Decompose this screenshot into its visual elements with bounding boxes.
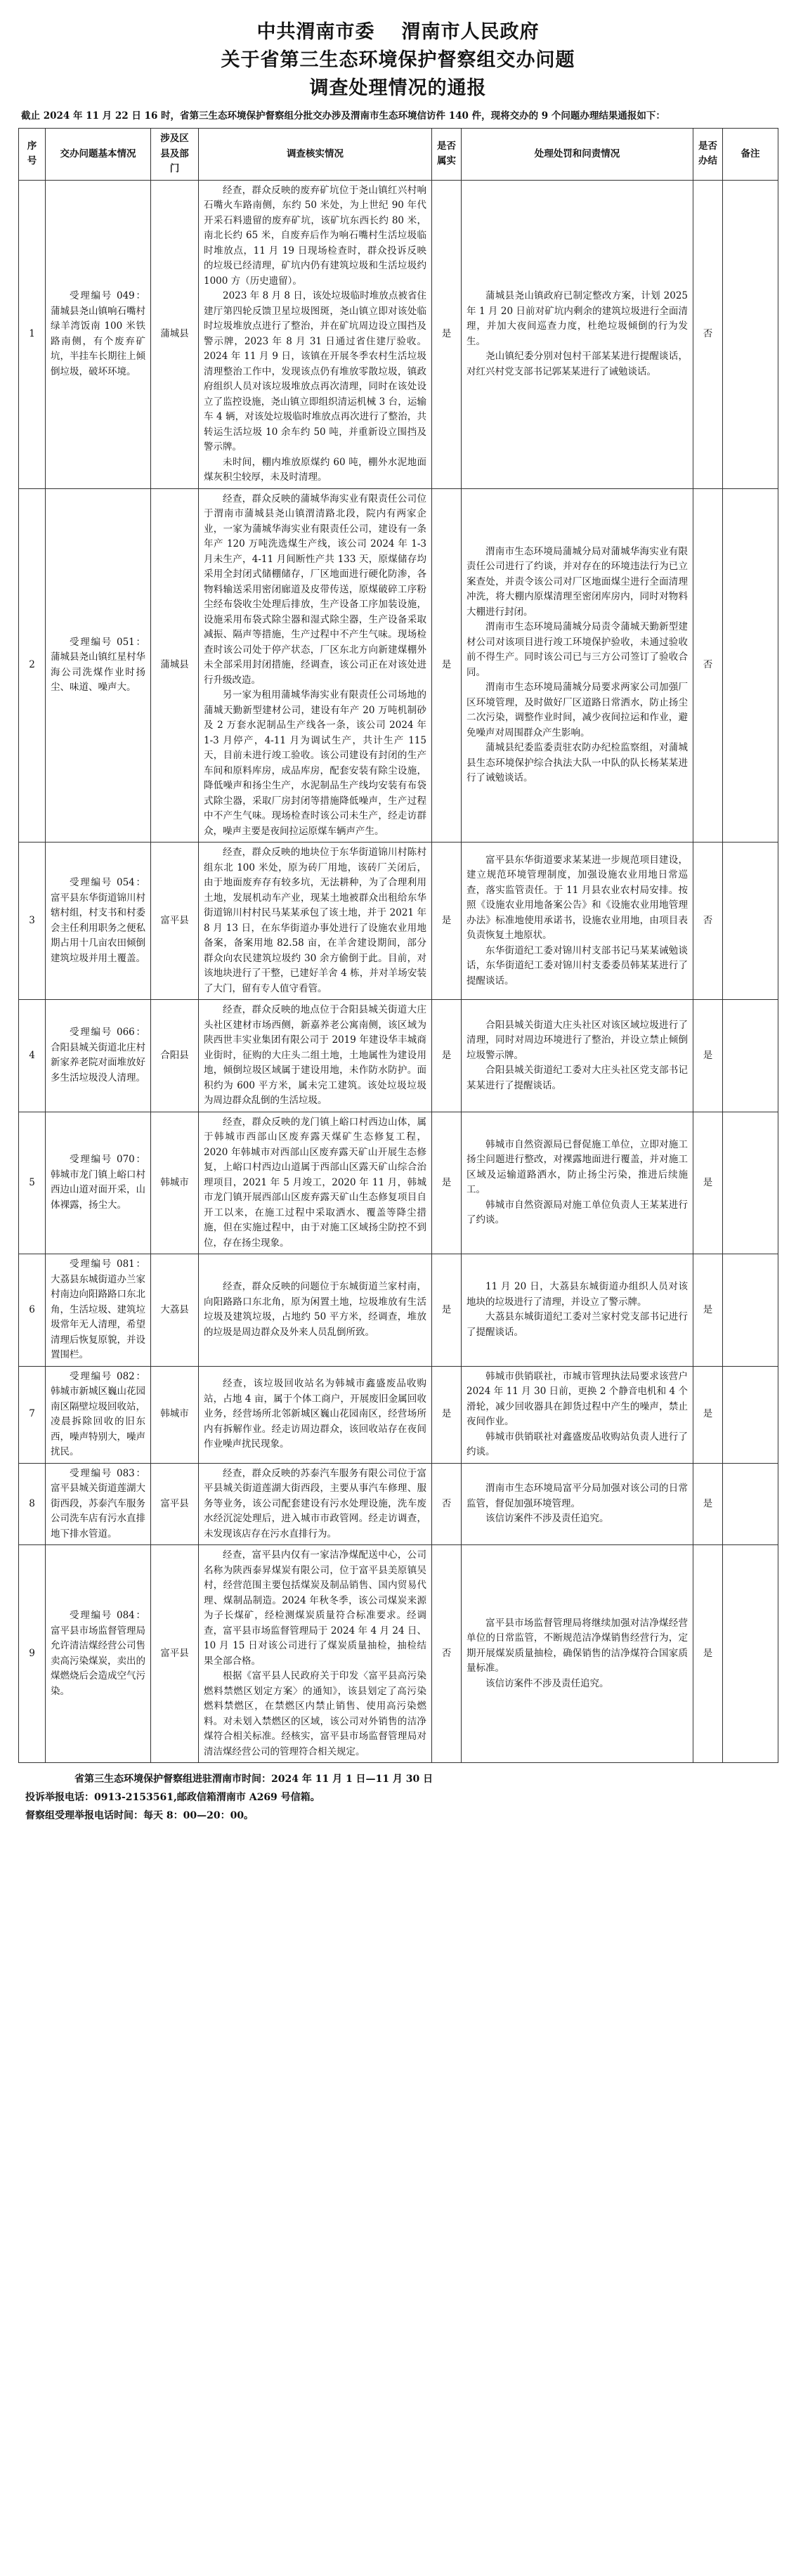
cell-findings-paragraph: 经查，群众反映的问题位于东城街道兰家村南，向阳路路口东北角，原为闲置土地，垃圾堆放有生活垃圾及建筑垃圾，占地约 50 平方米，经调查，堆放的垃圾是周边群众及外来人员乱倒所致。 xyxy=(204,1281,426,1338)
cell-actions-paragraph: 富平县东华街道要求某某进一步规范项目建设，建立规范环境管理制度，加强设施农业用地日常巡查，落实监管责任。于 11 月县农业农村局安排。按照《设施农业用地备案公告》和《设施农业用地管理办法》标准地使用承诺书，设施农业用地，由项目表负责恢复土地原状。 xyxy=(466,854,688,942)
header-note: 备注 xyxy=(723,129,778,181)
cell-findings-paragraph: 经查，群众反映的蒲城华海实业有限责任公司位于渭南市蒲城县尧山镇渭清路北段，院内有两家企业，一家为蒲城华海实业有限责任公司，建设有一条年产 120 万吨洗选煤生产线，该公司 2024 年 1-3 月未生产，4-11 月间断性产共 133 天，原煤储存均采用全封闭式储棚储存，厂区地面进行硬化防渗，各物料输送采用密闭廊道及皮带传送，原煤破碎工序粉尘经布袋收尘处理后排放，生产设备工序加装设施，设施采用布袋式除尘器和湿式除尘器，生产设备采取减振、隔声等措施，生产过程中不产生气味。现场检查时该公司处于停产状态，厂区东北方向新建煤棚外未全部采用封闭措施，经调查，该公司正在对该处进行升级改造。 xyxy=(204,493,426,686)
header-valid: 是否属实 xyxy=(432,129,462,181)
cell-no: 1 xyxy=(19,180,46,488)
cell-note xyxy=(723,1112,778,1254)
cell-actions xyxy=(462,843,693,1000)
table-body xyxy=(19,180,778,1763)
cell-done: 否 xyxy=(693,488,723,843)
table-row xyxy=(19,1112,778,1254)
cell-done: 是 xyxy=(693,1112,723,1254)
cell-note xyxy=(723,843,778,1000)
cell-findings xyxy=(199,843,432,1000)
cell-issue xyxy=(46,1463,151,1545)
cell-issue xyxy=(46,180,151,488)
cell-done: 是 xyxy=(693,1254,723,1367)
cell-issue-text: 受理编号 049：蒲城县尧山镇响石嘴村绿羊湾饭南 100 米铁路南侧，有个废弃矿坑，半挂车长期往上倾倒垃圾，破坏环境。 xyxy=(51,290,145,377)
cell-actions-paragraph: 大荔县东城街道纪工委对兰家村党支部书记进行了提醒谈话。 xyxy=(466,1311,688,1338)
header-no: 序号 xyxy=(19,129,46,181)
cell-findings xyxy=(199,1366,432,1463)
cell-no: 6 xyxy=(19,1254,46,1367)
cell-valid: 是 xyxy=(432,843,462,1000)
table-row xyxy=(19,1254,778,1367)
cell-findings-paragraph: 经查，群众反映的苏泰汽车服务有限公司位于富平县城关街道莲湖大街西段，主要从事汽车修理、服务等业务，该公司配套建设有污水处理设施，洗车废水经沉淀处理后，进入城市市政管网。经走访调查，未发现该店存在污水直排行为。 xyxy=(204,1467,426,1540)
cell-findings-paragraph: 经查，群众反映的地块位于东华街道锦川村陈村组东北 100 米处，原为砖厂用地，该砖厂关闭后，由于地面废弃存有较多坑，无法耕种，为了合理利用土地，发展机动车产业，现某土地被群众出租给东华街道锦川村村民马某某承包了该土地，并于 2021 年 8 月 13 日，在东华街道办事处进行了设施农业用地备案，备案用地 82.58 亩，在羊舍建设期间，部分群众向农民建筑垃圾约 30 余方偷倒于此。目前，对该地块进行了干整，已建好羊舍 4 栋，并对羊场安装了大门，留有专人值守看管。 xyxy=(204,847,426,994)
cell-issue xyxy=(46,843,151,1000)
cell-note xyxy=(723,1545,778,1763)
cell-actions xyxy=(462,488,693,843)
header-dept: 涉及区县及部门 xyxy=(151,129,199,181)
cell-note xyxy=(723,1463,778,1545)
cell-actions-paragraph: 渭南市生态环境局蒲城分局要求两家公司加强厂区环境管理，及时做好厂区道路日常洒水，防止扬尘二次污染，调整作业时间，减少夜间拉运和作业，避免噪声对周围群众产生影响。 xyxy=(466,682,688,739)
cell-dept: 富平县 xyxy=(151,1545,199,1763)
cell-actions xyxy=(462,1000,693,1112)
cell-findings xyxy=(199,1254,432,1367)
cell-findings xyxy=(199,1112,432,1254)
cell-valid: 是 xyxy=(432,1000,462,1112)
cell-actions-paragraph: 韩城市供销联社对鑫盛废品收购站负责人进行了约谈。 xyxy=(466,1431,688,1457)
table-row xyxy=(19,1000,778,1112)
cell-no: 2 xyxy=(19,488,46,843)
cell-actions-paragraph: 渭南市生态环境局蒲城分局责令蒲城天勤新型建材公司对该项目进行竣工环境保护验收，未通过验收前不得生产。同时该公司已与三方公司签订了验收合同。 xyxy=(466,621,688,678)
cell-dept: 韩城市 xyxy=(151,1366,199,1463)
footer-hotline-hours: 督察组受理举报电话时间：每天 8：00—20：00。 xyxy=(25,1810,254,1821)
cell-actions xyxy=(462,1463,693,1545)
cell-actions-paragraph: 韩城市自然资源局已督促施工单位，立即对施工扬尘问题进行整改，对裸露地面进行覆盖，并对施工区域及运输道路洒水，防止扬尘污染，推进后续施工。 xyxy=(466,1138,688,1196)
cell-no: 8 xyxy=(19,1463,46,1545)
cell-actions xyxy=(462,1545,693,1763)
document-title-line1 xyxy=(18,18,778,46)
cell-issue-text: 受理编号 081：大荔县东城街道办兰家村南边向阳路路口东北角，生活垃圾、建筑垃圾常年无人清理，希望清理后恢复原貌，并设置围栏。 xyxy=(51,1258,145,1360)
cell-issue xyxy=(46,1366,151,1463)
table-header-row xyxy=(19,129,778,181)
table-row xyxy=(19,843,778,1000)
table-row xyxy=(19,1463,778,1545)
cell-valid: 是 xyxy=(432,180,462,488)
cell-issue xyxy=(46,1545,151,1763)
table-row xyxy=(19,1366,778,1463)
cell-findings-paragraph: 2023 年 8 月 8 日，该处垃圾临时堆放点被省住建厅第四轮反馈卫星垃圾图斑，尧山镇立即对该处临时垃圾堆放点进行了整治，并在矿坑周边设立围挡及警示牌，2023 年 8 月 31 日通过省住建厅验收。2024 年 11 月 9 日，该镇在开展冬季农村生活垃圾清理整治工作中，发现该点仍有堆放零散垃圾，镇政府组织人员对该垃圾堆放点再次清理，同时在该处设立了监控设施，尧山镇立即组织清运机械 3 台，运输车 4 辆，对该处垃圾临时堆放点再次进行了整治，共转运生活垃圾 10 余车约 50 吨，并重新设立围挡及警示牌。 xyxy=(204,290,426,453)
cell-actions xyxy=(462,180,693,488)
cell-actions-paragraph: 韩城市供销联社，市城市管理执法局要求该营户 2024 年 11 月 30 日前，更换 2 个静音电机和 4 个滑轮，减少回收器具在卸货过程中产生的噪声，禁止夜间作业。 xyxy=(466,1370,688,1427)
cell-issue-text: 受理编号 054：富平县东华街道锦川村辖村组，村支书和村委会主任利用职务之便私期占用十几亩农田倾倒建筑垃圾并用土覆盖。 xyxy=(51,877,145,964)
cell-findings xyxy=(199,1545,432,1763)
cell-findings xyxy=(199,1000,432,1112)
cell-valid: 否 xyxy=(432,1545,462,1763)
cell-actions-paragraph: 富平县市场监督管理局将继续加强对洁净煤经营单位的日常监管，不断规范洁净煤销售经营行为，定期开展煤炭质量抽检，确保销售的洁净煤符合国家质量标准。 xyxy=(466,1617,688,1674)
cell-actions-paragraph: 韩城市自然资源局对施工单位负责人王某某进行了约谈。 xyxy=(466,1199,688,1226)
cell-actions-paragraph: 11 月 20 日，大荔县东城街道办组织人员对该地块的垃圾进行了清理，并设立了警示牌。 xyxy=(466,1281,688,1308)
cell-no: 5 xyxy=(19,1112,46,1254)
cell-actions-paragraph: 蒲城县尧山镇政府已制定整改方案，计划 2025 年 1 月 20 日前对矿坑内剩余的建筑垃圾进行全面清理，并加大夜间巡查力度，杜绝垃圾倾倒的行为发生。 xyxy=(466,290,688,347)
header-actions: 处理处罚和问责情况 xyxy=(462,129,693,181)
cell-issue xyxy=(46,1000,151,1112)
cell-findings-paragraph: 根据《富平县人民政府关于印发〈富平县高污染燃料禁燃区划定方案〉的通知》，该县划定了高污染燃料禁燃区，在禁燃区内禁止销售、使用高污染燃料。对未划入禁燃区的区域，该公司对外销售的洁净煤符合相关标准。经核实，富平县市场监督管理局对清洁煤经营公司的管理符合相关规定。 xyxy=(204,1670,426,1757)
cell-actions-paragraph: 该信访案件不涉及责任追究。 xyxy=(485,1677,609,1689)
document-title-line3: 调查处理情况的通报 xyxy=(309,77,487,99)
title-org-government: 渭南市人民政府 xyxy=(401,21,540,43)
cell-dept: 合阳县 xyxy=(151,1000,199,1112)
cell-actions xyxy=(462,1254,693,1367)
title-org-party: 中共渭南市委 xyxy=(256,21,375,43)
cell-issue-text: 受理编号 082：韩城市新城区巍山花园南区隔壁垃圾回收站，凌晨拆除回收的旧东西，噪声特别大，噪声扰民。 xyxy=(51,1370,145,1457)
cell-findings-paragraph: 经查，群众反映的废弃矿坑位于尧山镇红兴村响石嘴火车路南侧，东约 50 米处，为上世纪 90 年代开采石料遗留的废弃矿坑，该矿坑东西长约 80 米，南北长约 65 米，自废弃后作为响石嘴村生活垃圾临时堆放点，11 月 19 日现场检查时，群众投诉反映的垃圾已经清理，矿坑内仍有建筑垃圾和生活垃圾约 1000 方（历史遗留）。 xyxy=(204,184,426,287)
cell-note xyxy=(723,1000,778,1112)
table-row xyxy=(19,180,778,488)
cell-findings-paragraph: 经查，群众反映的龙门镇上峪口村西边山体，属于韩城市西部山区废弃露天煤矿生态修复工程，2020 年韩城市对西部山区废弃露天矿山开展生态修复，上峪口村西边山道属于西部山区露天矿山综合治理项目，2021 年 5 月竣工，2020 年 11 月，韩城市龙门镇开展西部山区废弃露天矿山生态修复项目自开工以来，在施工过程中采取洒水、覆盖等降尘措施，但在实施过程中，由于对施工区域扬尘防控不到位，存在扬尘现象。 xyxy=(204,1116,426,1249)
cell-note xyxy=(723,1254,778,1367)
cell-issue xyxy=(46,488,151,843)
cell-actions xyxy=(462,1112,693,1254)
cell-valid: 否 xyxy=(432,1463,462,1545)
cell-no: 9 xyxy=(19,1545,46,1763)
cell-done: 是 xyxy=(693,1366,723,1463)
cell-findings-paragraph: 经查，该垃圾回收站名为韩城市鑫盛废品收购站，占地 4 亩，属于个体工商户，开展废旧金属回收业务，经营场所北邻新城区巍山花园南区，经营场所内有拆解作业。经走访周边群众，该回收站存在夜间作业噪声扰民现象。 xyxy=(204,1378,426,1450)
cell-findings xyxy=(199,488,432,843)
cell-actions-paragraph: 东华街道纪工委对锦川村支部书记马某某诫勉谈话，东华街道纪工委对锦川村支委委员韩某某进行了提醒谈话。 xyxy=(466,944,688,987)
cell-actions-paragraph: 该信访案件不涉及责任追究。 xyxy=(485,1513,609,1524)
cell-done: 是 xyxy=(693,1463,723,1545)
cell-issue xyxy=(46,1254,151,1367)
cell-no: 3 xyxy=(19,843,46,1000)
cell-note xyxy=(723,1366,778,1463)
cell-note xyxy=(723,488,778,843)
cell-valid: 是 xyxy=(432,1366,462,1463)
table-row xyxy=(19,488,778,843)
cell-no: 7 xyxy=(19,1366,46,1463)
intro-paragraph: 截止 2024 年 11 月 22 日 16 时，省第三生态环境保护督察组分批交办涉及渭南市生态环境信访件 140 件，现将交办的 9 个问题办理结果通报如下： xyxy=(21,110,665,122)
table-row xyxy=(19,1545,778,1763)
footer-hotline: 投诉举报电话：0913-2153561,邮政信箱渭南市 A269 号信箱。 xyxy=(25,1792,320,1803)
cell-dept: 大荔县 xyxy=(151,1254,199,1367)
cell-findings xyxy=(199,180,432,488)
header-issue: 交办问题基本情况 xyxy=(46,129,151,181)
cell-dept: 蒲城县 xyxy=(151,180,199,488)
cell-actions-paragraph: 渭南市生态环境局富平分局加强对该公司的日常监管，督促加强环境管理。 xyxy=(466,1483,688,1509)
document-title-line2: 关于省第三生态环境保护督察组交办问题 xyxy=(221,49,575,71)
cell-issue-text: 受理编号 083：富平县城关街道莲湖大街西段，苏泰汽车服务公司洗车店有污水直排地下排水管道。 xyxy=(51,1467,145,1540)
cell-issue-text: 受理编号 070：韩城市龙门镇上峪口村西边山道对面开采，山体裸露，扬尘大。 xyxy=(51,1154,145,1211)
cell-actions xyxy=(462,1366,693,1463)
cell-done: 否 xyxy=(693,843,723,1000)
cell-actions-paragraph: 合阳县城关街道大庄头社区对该区域垃圾进行了清理，同时对周边环境进行了整治，并设立禁止倾倒垃圾警示牌。 xyxy=(466,1019,688,1061)
cell-valid: 是 xyxy=(432,488,462,843)
cell-done: 是 xyxy=(693,1545,723,1763)
cell-findings-paragraph: 经查，群众反映的地点位于合阳县城关街道大庄头社区建材市场西侧，新嘉养老公寓南侧，该区域为陕西世丰实业集团有限公司于 2019 年建设华丰城商业街时，征购的大庄头二组土地，土地属性为建设用地，倾倒垃圾区域属于建设用地，未作防水防护。面积约为 600 平方米，属未完工建筑。该处垃圾垃圾为周边群众乱倒的生活垃圾。 xyxy=(204,1004,426,1106)
cell-findings xyxy=(199,1463,432,1545)
cell-actions-paragraph: 合阳县城关街道纪工委对大庄头社区党支部书记某某进行了提醒谈话。 xyxy=(466,1065,688,1091)
cell-issue xyxy=(46,1112,151,1254)
cell-findings-paragraph: 未时间，棚内堆放原煤约 60 吨，棚外水泥地面煤灰积尘较厚，未及时清理。 xyxy=(204,456,426,483)
cell-dept: 韩城市 xyxy=(151,1112,199,1254)
cell-valid: 是 xyxy=(432,1112,462,1254)
cell-actions-paragraph: 渭南市生态环境局蒲城分局对蒲城华海实业有限责任公司进行了约谈，并对存在的环境违法行为已立案查处，并责令该公司对厂区地面煤尘进行全面清理冲洗，将大棚内原煤清理至密闭库房内，同时对物料大棚进行封闭。 xyxy=(466,545,688,618)
cell-actions-paragraph: 蒲城县纪委监委责驻农防办纪检监察组，对蒲城县生态环境保护综合执法大队一中队的队长杨某某进行了诫勉谈话。 xyxy=(466,742,688,784)
cell-issue-text: 受理编号 084：富平县市场监督管理局允许清洁煤经营公司售卖高污染煤炭，卖出的煤燃烧后会造成空气污染。 xyxy=(51,1610,145,1697)
cell-findings-paragraph: 另一家为租用蒲城华海实业有限责任公司场地的蒲城天勤新型建材公司，建设有年产 20 万吨机制砂及 2 万套水泥制品生产线各一条，该公司 2024 年 1-3 月停产，4-11 月为调试生产，共计生产 115 天，目前未进行竣工验收。该公司建设有封闭的生产车间和原料库房，成品库房，配套安装有除尘设施，降低噪声和扬尘生产，水泥制品生产线均安装有布袋式除尘器，采取厂房封闭等措施降低噪声，生产过程中不产生气味。现场检查时该公司未生产，经走访群众，噪声主要是夜间拉运原煤车辆声产生。 xyxy=(204,689,426,837)
cell-valid: 是 xyxy=(432,1254,462,1367)
cell-done: 是 xyxy=(693,1000,723,1112)
cell-findings-paragraph: 经查，富平县内仅有一家洁净煤配送中心，公司名称为陕西泰昇煤炭有限公司，位于富平县美原镇吴村，经营范围主要包括煤炭及制品销售、国内贸易代理、煤制品制造。2024 年秋冬季，该公司煤炭来源为子长煤矿，经检测煤炭质量符合标准要求。经调查，富平县市场监督管理局于 2024 年 4 月 24 日、10 月 15 日对该公司进行了煤炭质量抽检，抽检结果全部合格。 xyxy=(204,1549,426,1667)
cell-note xyxy=(723,180,778,488)
header-findings: 调查核实情况 xyxy=(199,129,432,181)
footer-inspection-period: 省第三生态环境保护督察组进驻渭南市时间：2024 年 11 月 1 日—11 月 30 日 xyxy=(74,1774,433,1785)
cell-issue-text: 受理编号 051：蒲城县尧山镇红星村华海公司洗煤作业时扬尘、味道、噪声大。 xyxy=(51,636,145,694)
header-done: 是否办结 xyxy=(693,129,723,181)
cell-issue-text: 受理编号 066：合阳县城关街道北庄村新家养老院对面堆放好多生活垃圾没人清理。 xyxy=(51,1027,145,1084)
cell-actions-paragraph: 尧山镇纪委分别对包村干部某某进行提醒谈话，对红兴村党支部书记郭某某进行了诫勉谈话。 xyxy=(466,351,688,377)
cell-no: 4 xyxy=(19,1000,46,1112)
cell-dept: 富平县 xyxy=(151,843,199,1000)
cell-dept: 蒲城县 xyxy=(151,488,199,843)
cell-done: 否 xyxy=(693,180,723,488)
document-footer xyxy=(18,1770,778,1825)
issues-table xyxy=(18,128,778,1763)
cell-dept: 富平县 xyxy=(151,1463,199,1545)
